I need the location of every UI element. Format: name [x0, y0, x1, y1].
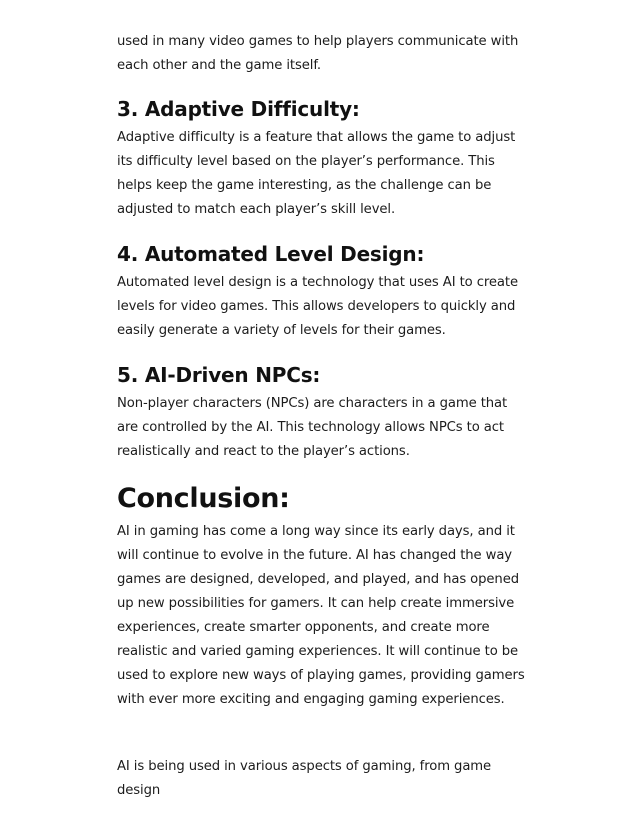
intro-continuation-text: used in many video games to help players communicate with each other and the game itself.	[117, 34, 519, 73]
section-body-adaptive-difficulty: Adaptive difficulty is a feature that allows the game to adjust its difficulty level based on the player’s performance. This helps keep the game interesting, as the challenge can be adjusted to match each player’s skill level.	[117, 130, 516, 217]
conclusion-heading: Conclusion:	[117, 483, 290, 514]
section-body-automated-level-design: Automated level design is a technology that uses AI to create levels for video games. This allows developers to quickly and easily generate a variety of levels for their games.	[117, 275, 518, 338]
section-heading-automated-level-design: 4. Automated Level Design:	[117, 242, 425, 266]
section-heading-ai-driven-npcs: 5. AI-Driven NPCs:	[117, 363, 321, 387]
conclusion-body: AI in gaming has come a long way since its early days, and it will continue to evolve in the future. AI has changed the way games are designed, developed, and played, and has opened up new possibilities for gamers. It can help create immersive experiences, create smarter opponents, and create more realistic and varied gaming experiences. It will continue to be used to explore new ways of playing games, providing gamers with ever more exciting and engaging gaming experiences.	[117, 524, 525, 707]
section-heading-adaptive-difficulty: 3. Adaptive Difficulty:	[117, 97, 360, 121]
trailing-text: AI is being used in various aspects of gaming, from game design	[117, 759, 492, 798]
section-body-ai-driven-npcs: Non-player characters (NPCs) are characters in a game that are controlled by the AI. This technology allows NPCs to act realistically and react to the player’s actions.	[117, 396, 508, 459]
